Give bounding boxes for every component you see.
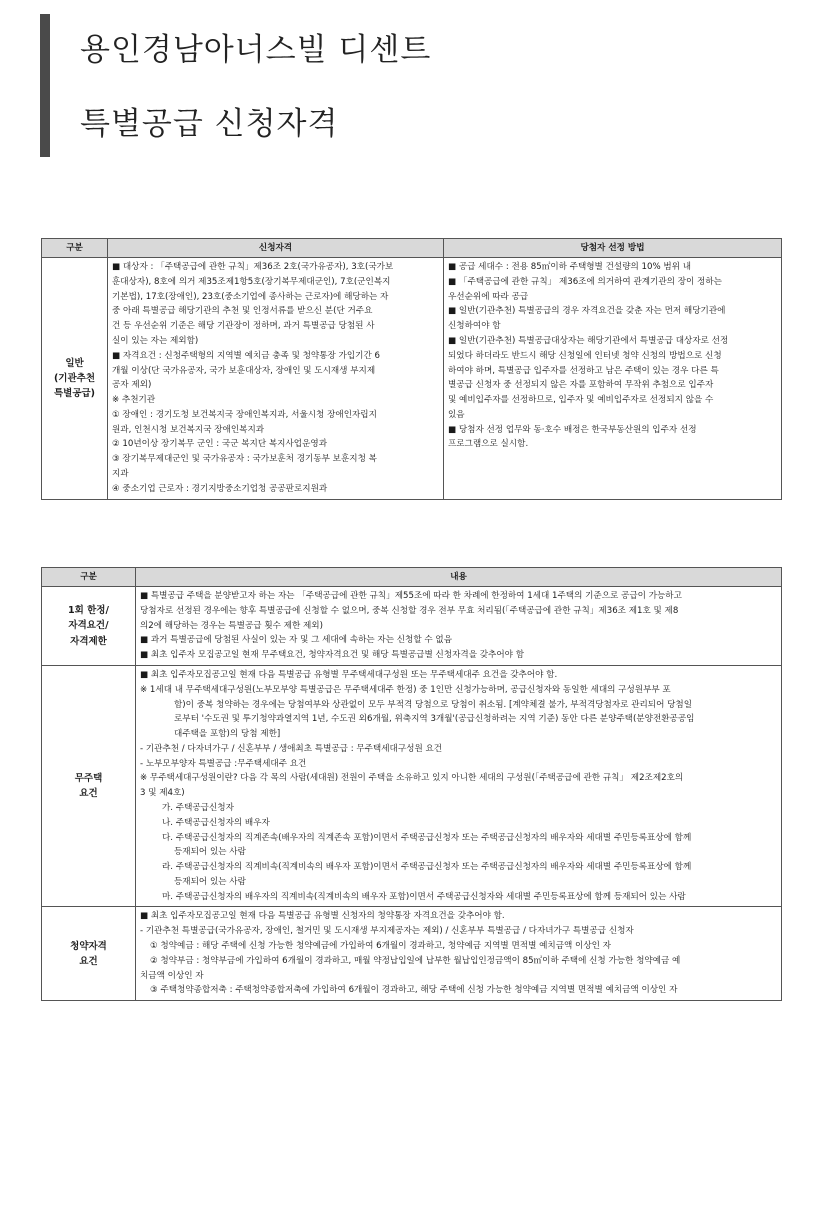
- page-title-line1: 용인경남아너스빌 디센트: [80, 32, 432, 68]
- text-line: ※ 1세대 내 무주택세대구성원(노부모부양 특별공급은 무주택세대주 한정) 중 1인만 신청가능하며, 공급신청자와 동일한 세대의 구성원부부 포: [140, 684, 671, 695]
- text-line: ■ 일반(기관추천) 특별공급대상자는 해당기관에서 특별공급 대상자로 선정: [448, 335, 729, 346]
- text-line: ■ 「주택공급에 관한 규칙」 제36조에 의거하여 관계기관의 장이 정하는: [448, 276, 722, 287]
- text-line: - 기관추천 특별공급(국가유공자, 장애인, 철거민 및 도시재생 부지제공자는 제외) / 신혼부부 특별공급 / 다자녀가구 특별공급 신청자: [140, 926, 634, 937]
- text-line: 훈대상자), 8호에 의거 제35조제1항5호(장기복무제대군인), 7호(군인복지: [112, 276, 391, 287]
- text-line: 우선순위에 따라 공급: [448, 291, 529, 302]
- supply-conditions-table: [41, 567, 782, 1001]
- page-title-line2: 특별공급 신청자격: [80, 106, 339, 142]
- text-line: 공자 제외): [112, 380, 152, 391]
- text-line: 지과: [112, 468, 129, 479]
- text-line: 로부터 '수도권 및 투기청약과열지역 1년, 수도권 외6개월, 위축지역 3개월'(공급신청하려는 지역 기준) 동안 다른 분양주택(분양전환공공임: [174, 714, 695, 725]
- text-line: 다. 주택공급신청자의 직계존속(배우자의 직계존속 포함)이면서 주택공급신청자 또는 주택공급신청자의 배우자와 세대별 주민등록표상에 함께: [162, 832, 692, 843]
- table-row: [42, 907, 782, 1001]
- table-row: [42, 587, 782, 666]
- row-label-general: [42, 258, 108, 500]
- table-header-row: [42, 568, 782, 587]
- text-line: 가. 주택공급신청자: [162, 802, 234, 813]
- text-line: ② 청약부금 : 청약부금에 가입하여 6개월이 경과하고, 매월 약정납입일에 납부한 월납입인정금액이 85㎡이하 주택에 신청 가능한 청약예금 예: [150, 955, 681, 966]
- row-label: [42, 587, 136, 666]
- text-line: ■ 당첨자 선정 업무와 동·호수 배정은 한국부동산원의 입주자 선정: [448, 424, 697, 435]
- content-cell: [136, 907, 782, 1001]
- row-label-line: 청약자격: [70, 940, 107, 952]
- text-line: 나. 주택공급신청자의 배우자: [162, 817, 270, 828]
- text-line: ③ 장기복무제대군인 및 국가유공자 : 국가보훈처 경기동부 보훈지청 복: [112, 454, 377, 465]
- row-label: [42, 665, 136, 907]
- header-qualification: 신청자격: [108, 239, 444, 258]
- general-special-supply-table: [41, 238, 782, 500]
- text-line: ② 10년이상 장기복무 군인 : 국군 복지단 복지사업운영과: [112, 439, 327, 450]
- text-line: 라. 주택공급신청자의 직계비속(직계비속의 배우자 포함)이면서 주택공급신청자 또는 주택공급신청자의 배우자와 세대별 주민등록표상에 함께: [162, 862, 692, 873]
- content-cell: [136, 665, 782, 907]
- header-category: 구분: [42, 568, 136, 587]
- text-line: ■ 자격요건 : 신청주택형의 지역별 예치금 충족 및 청약통장 가입기간 6: [112, 350, 380, 361]
- text-line: 기본법), 17호(장애인), 23호(중소기업에 종사하는 근로자)에 해당하는 자: [112, 291, 389, 302]
- text-line: 실이 있는 자는 제외함): [112, 335, 199, 346]
- text-line: ■ 최초 입주자 모집공고일 현재 무주택요건, 청약자격요건 및 해당 특별공급별 신청자격을 갖추어야 함: [140, 650, 524, 661]
- text-line: 함)이 중복 청약하는 경우에는 당첨여부와 상관없이 모두 부적격 당첨으로 당첨이 취소됨. [계약체결 불가, 부적격당첨자로 관리되어 당첨일: [174, 699, 693, 710]
- title-accent-bar: [40, 14, 50, 157]
- text-line: 되었다 하더라도 반드시 해당 신청일에 인터넷 청약 신청의 방법으로 신청: [448, 350, 722, 361]
- text-line: ③ 주택청약종합저축 : 주택청약종합저축에 가입하여 6개월이 경과하고, 해당 주택에 신청 가능한 청약예금 지역별 면적별 예치금액 이상인 자: [150, 985, 678, 996]
- text-line: ■ 대상자 : 「주택공급에 관한 규칙」제36조 2호(국가유공자), 3호(국가보: [112, 262, 394, 273]
- text-line: ※ 추천기관: [112, 395, 156, 406]
- text-line: 원과, 인천시청 보건복지국 장애인복지과: [112, 424, 265, 435]
- text-line: 마. 주택공급신청자의 배우자의 직계비속(직계비속의 배우자 포함)이면서 주택공급신청자와 세대별 주민등록표상에 함께 등재되어 있는 사람: [162, 891, 686, 902]
- row-label-line: 자격요건/: [68, 620, 109, 632]
- row-label-line: 요건: [79, 955, 98, 967]
- text-line: ■ 일반(기관추천) 특별공급의 경우 자격요건을 갖춘 자는 먼저 해당기관에: [448, 306, 726, 317]
- header-selection-method: 당첨자 선정 방법: [444, 239, 782, 258]
- table-header-row: [42, 239, 782, 258]
- row-label-line: 특별공급): [53, 387, 96, 399]
- text-line: 별공급 신청자 중 선정되지 않은 자를 포함하여 무작위 추첨으로 입주자: [448, 380, 714, 391]
- row-label-line: 일반: [65, 357, 84, 369]
- qualification-cell: [108, 258, 444, 500]
- row-label-line: 요건: [79, 788, 98, 800]
- content-cell: [136, 587, 782, 666]
- text-line: 중 아래 특별공급 해당기관의 추천 및 인정서류를 받으신 분(단 거주요: [112, 306, 373, 317]
- row-label-line: 자격제한: [70, 635, 107, 647]
- text-line: 등재되어 있는 사람: [174, 876, 246, 887]
- table-row: [42, 258, 782, 500]
- text-line: 당첨자로 선정된 경우에는 향후 특별공급에 신청할 수 없으며, 중복 신청할 경우 전부 무효 처리됨(「주택공급에 관한 규칙」제36조 제1호 및 제8: [140, 605, 679, 616]
- row-label-line: 무주택: [74, 773, 103, 784]
- header-category: 구분: [42, 239, 108, 258]
- text-line: 건 등 우선순위 기준은 해당 기관장이 정하며, 과거 특별공급 당첨된 사: [112, 321, 375, 332]
- row-label: [42, 907, 136, 1001]
- text-line: 개월 이상(단 국가유공자, 국가 보훈대상자, 장애인 및 도시재생 부지제: [112, 365, 376, 376]
- text-line: 신청하여야 함: [448, 321, 501, 332]
- header-content: 내용: [136, 568, 782, 587]
- text-line: ① 청약예금 : 해당 주택에 신청 가능한 청약예금에 가입하여 6개월이 경과하고, 청약예금 지역별 면적별 예치금액 이상인 자: [150, 941, 611, 951]
- text-line: 대주택을 포함)의 당첨 제한]: [174, 729, 281, 740]
- text-line: - 노부모부양자 특별공급 :무주택세대주 요건: [140, 758, 307, 769]
- selection-method-cell: [444, 258, 782, 500]
- text-line: 프로그램으로 실시함.: [448, 439, 529, 450]
- text-line: ■ 최초 입주자모집공고일 현재 다음 특별공급 유형별 신청자의 청약통장 자격요건을 갖추어야 함.: [140, 911, 505, 922]
- text-line: 하여야 하며, 특별공급 입주자를 선정하고 남은 주택이 있는 경우 다른 특: [448, 365, 719, 376]
- text-line: 및 예비입주자를 선정하므로, 입주자 및 예비입주자로 선정되지 않을 수: [448, 395, 714, 406]
- text-line: ■ 과거 특별공급에 당첨된 사실이 있는 자 및 그 세대에 속하는 자는 신청할 수 없음: [140, 635, 453, 646]
- text-line: ① 장애인 : 경기도청 보건복지국 장애인복지과, 서울시청 장애인자립지: [112, 409, 377, 420]
- text-line: 등재되어 있는 사람: [174, 847, 246, 858]
- table-row: [42, 665, 782, 907]
- text-line: 의2에 해당하는 경우는 특별공급 횟수 제한 제외): [140, 620, 323, 631]
- text-line: ■ 공급 세대수 : 전용 85㎡이하 주택형별 건설량의 10% 범위 내: [448, 262, 691, 273]
- text-line: 치금액 이상인 자: [140, 970, 204, 981]
- row-label-line: 1회 한정/: [68, 605, 109, 617]
- text-line: 있음: [448, 409, 465, 420]
- text-line: ■ 최초 입주자모집공고일 현재 다음 특별공급 유형별 무주택세대구성원 또는 무주택세대주 요건을 갖추어야 함.: [140, 669, 558, 680]
- text-line: ※ 무주택세대구성원이란? 다음 각 목의 사람(세대원) 전원이 주택을 소유하고 있지 아니한 세대의 구성원(「주택공급에 관한 규칙」 제2조제2호의: [140, 773, 684, 784]
- text-line: - 기관추천 / 다자녀가구 / 신혼부부 / 생애최초 특별공급 : 무주택세대구성원 요건: [140, 743, 443, 754]
- row-label-line: (기관추천: [53, 372, 96, 384]
- text-line: ■ 특별공급 주택을 분양받고자 하는 자는 「주택공급에 관한 규칙」제55조에 따라 한 차례에 한정하여 1세대 1주택의 기준으로 공급이 가능하고: [140, 591, 682, 602]
- text-line: ④ 중소기업 근로자 : 경기지방중소기업청 공공판로지원과: [112, 483, 328, 494]
- text-line: 3 및 제4호): [140, 788, 185, 799]
